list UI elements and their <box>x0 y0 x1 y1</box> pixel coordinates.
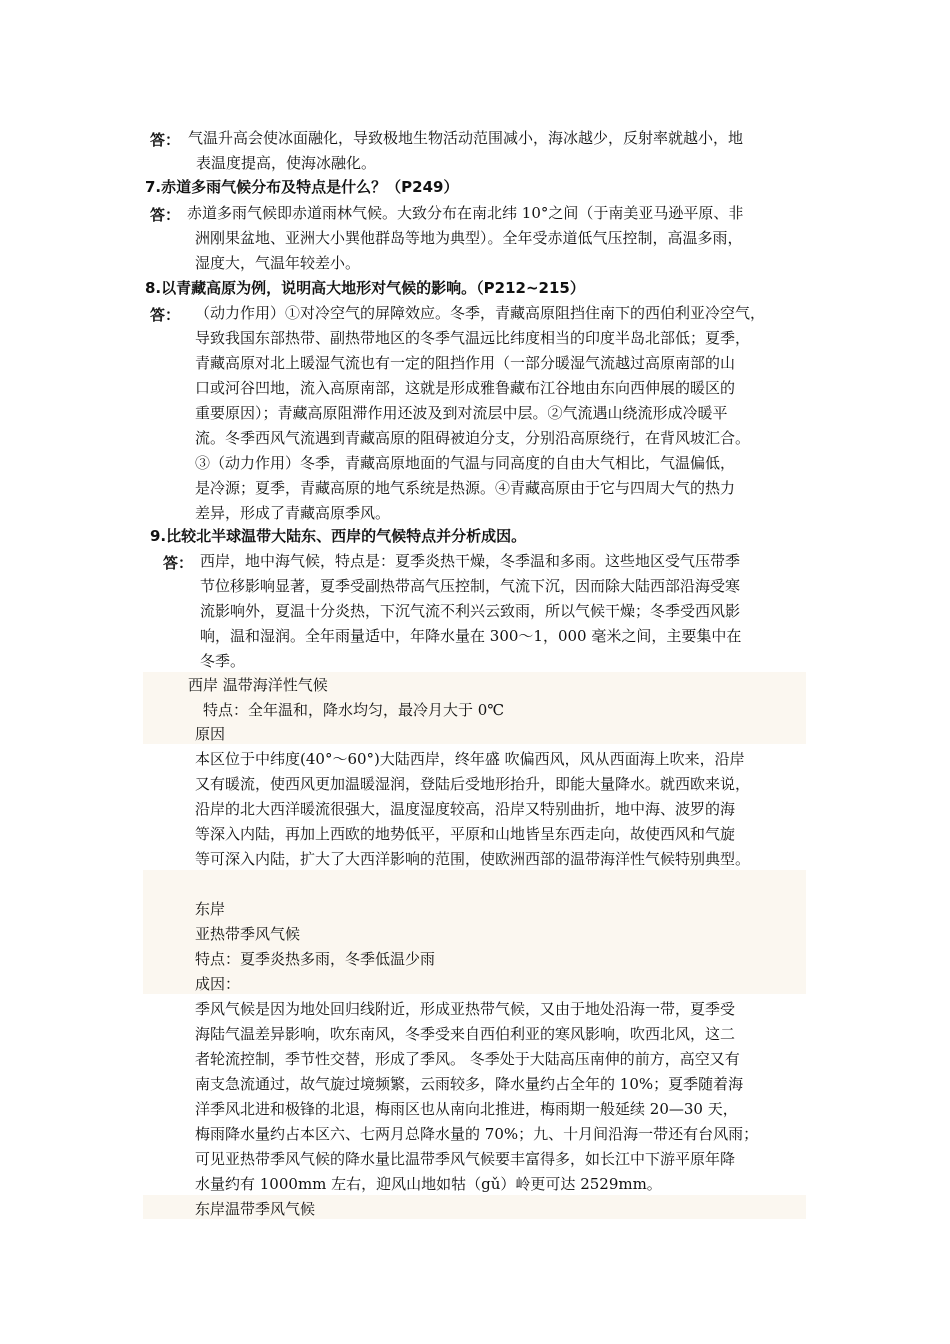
answer-line: 气温升高会使冰面融化，导致极地生物活动范围减小，海冰越少，反射率就越小，地 <box>188 129 744 147</box>
answer-block <box>200 549 741 674</box>
body-line: 可见亚热带季风气候的降水量比温带季风气候要丰富得多，如长江中下游平原年降 <box>195 1150 736 1168</box>
body-line: 等可深入内陆，扩大了大西洋影响的范围，使欧洲西部的温带海洋性气候特别典型。 <box>195 850 751 868</box>
section-title: 东岸温带季风气候 <box>195 1200 316 1218</box>
answer-block <box>187 201 743 276</box>
body-line: 梅雨降水量约占本区六、七两月总降水量的 70%；九、十月间沿海一带还有台风雨； <box>195 1125 759 1143</box>
answer-label: 答： <box>150 206 181 224</box>
answer-line: 洲刚果盆地、亚洲大小巽他群岛等地为典型）。全年受赤道低气压控制，高温多雨， <box>195 229 743 247</box>
body-line: 南支急流通过，故气旋过境频繁，云雨较多，降水量约占全年的 10%；夏季随着海 <box>195 1075 744 1093</box>
east-body <box>195 897 758 1222</box>
answer-line: 响，温和湿润。全年雨量适中，年降水量在 300～1，000 毫米之间，主要集中在 <box>200 627 742 645</box>
answer-line: 差异，形成了青藏高原季风。 <box>195 504 391 522</box>
answer-block <box>195 301 765 526</box>
answer-block <box>188 126 743 176</box>
answer-line: 是冷源；夏季，青藏高原的地气系统是热源。④青藏高原由于它与四周大气的热力 <box>195 479 736 497</box>
body-line: 又有暖流，使西风更加温暖湿润，登陆后受地形抬升，即能大量降水。就西欧来说， <box>195 775 751 793</box>
body-line: 季风气候是因为地处回归线附近，形成亚热带气候，又由于地处沿海一带，夏季受 <box>195 1000 736 1018</box>
section-title: 东岸 <box>195 900 226 918</box>
west-title <box>188 673 328 698</box>
body-line: 本区位于中纬度(40°～60°)大陆西岸，终年盛 吹偏西风，风从西面海上吹来，沿岸 <box>195 750 745 768</box>
feature-line: 特点：全年温和，降水均匀，最冷月大于 0℃ <box>203 701 505 719</box>
answer-line: 重要原因）；青藏高原阻滞作用还波及到对流层中层。②气流遇山绕流形成冷暖平 <box>195 404 728 422</box>
west-feature <box>203 698 504 723</box>
answer-line: 西岸，地中海气候，特点是：夏季炎热干燥，冬季温和多雨。这些地区受气压带季 <box>200 552 741 570</box>
body-line: 水量约有 1000mm 左右，迎风山地如牯（gǔ）岭更可达 2529mm。 <box>195 1175 662 1193</box>
answer-label: 答： <box>150 131 181 149</box>
answer-line: 流。冬季西风气流遇到青藏高原的阻碍被迫分支，分别沿高原绕行，在背风坡汇合。 <box>195 429 751 447</box>
cause-title: 成因： <box>195 975 241 993</box>
answer-line: 冬季。 <box>200 652 246 670</box>
feature-line: 特点：夏季炎热多雨，冬季低温少雨 <box>195 950 436 968</box>
answer-line: 青藏高原对北上暖湿气流也有一定的阻挡作用（一部分暖湿气流越过高原南部的山 <box>195 354 736 372</box>
answer-line: ③（动力作用）冬季，青藏高原地面的气温与同高度的自由大气相比，气温偏低， <box>195 454 736 472</box>
answer-line: （动力作用）①对冷空气的屏障效应。冬季，青藏高原阻挡住南下的西伯利亚冷空气， <box>195 304 766 322</box>
body-line: 海陆气温差异影响，吹东南风，冬季受来自西伯利亚的寒风影响，吹西北风，这二 <box>195 1025 736 1043</box>
answer-line: 湿度大，气温年较差小。 <box>195 254 361 272</box>
body-line: 洋季风北进和极锋的北退，梅雨区也从南向北推进，梅雨期一般延续 20—30 天， <box>195 1100 738 1118</box>
body-line: 沿岸的北大西洋暖流很强大，温度湿度较高，沿岸又特别曲折，地中海、波罗的海 <box>195 800 736 818</box>
west-body <box>195 722 750 872</box>
section-title: 西岸 温带海洋性气候 <box>188 676 328 694</box>
question-heading: 8.以青藏高原为例，说明高大地形对气候的影响。（P212~215） <box>145 279 585 297</box>
answer-line: 节位移影响显著，夏季受副热带高气压控制，气流下沉，因而除大陆西部沿海受寒 <box>200 577 741 595</box>
cause-title: 原因 <box>195 725 226 743</box>
section-subtitle: 亚热带季风气候 <box>195 925 301 943</box>
answer-line: 口或河谷凹地，流入高原南部，这就是形成雅鲁藏布江谷地由东向西伸展的暖区的 <box>195 379 736 397</box>
answer-line: 导致我国东部热带、副热带地区的冬季气温远比纬度相当的印度半岛北部低；夏季， <box>195 329 751 347</box>
body-line: 等深入内陆，再加上西欧的地势低平，平原和山地皆呈东西走向，故使西风和气旋 <box>195 825 736 843</box>
answer-line: 表温度提高，使海冰融化。 <box>196 154 377 172</box>
answer-label: 答： <box>163 554 194 572</box>
body-line: 者轮流控制，季节性交替，形成了季风。 冬季处于大陆高压南伸的前方，高空又有 <box>195 1050 740 1068</box>
answer-label: 答： <box>150 306 181 324</box>
question-heading: 7.赤道多雨气候分布及特点是什么？（P249） <box>145 178 459 196</box>
answer-line: 赤道多雨气候即赤道雨林气候。大致分布在南北纬 10°之间（于南美亚马逊平原、非 <box>187 204 744 222</box>
answer-line: 流影响外，夏温十分炎热，下沉气流不利兴云致雨，所以气候干燥；冬季受西风影 <box>200 602 741 620</box>
question-heading: 9.比较北半球温带大陆东、西岸的气候特点并分析成因。 <box>150 527 527 545</box>
